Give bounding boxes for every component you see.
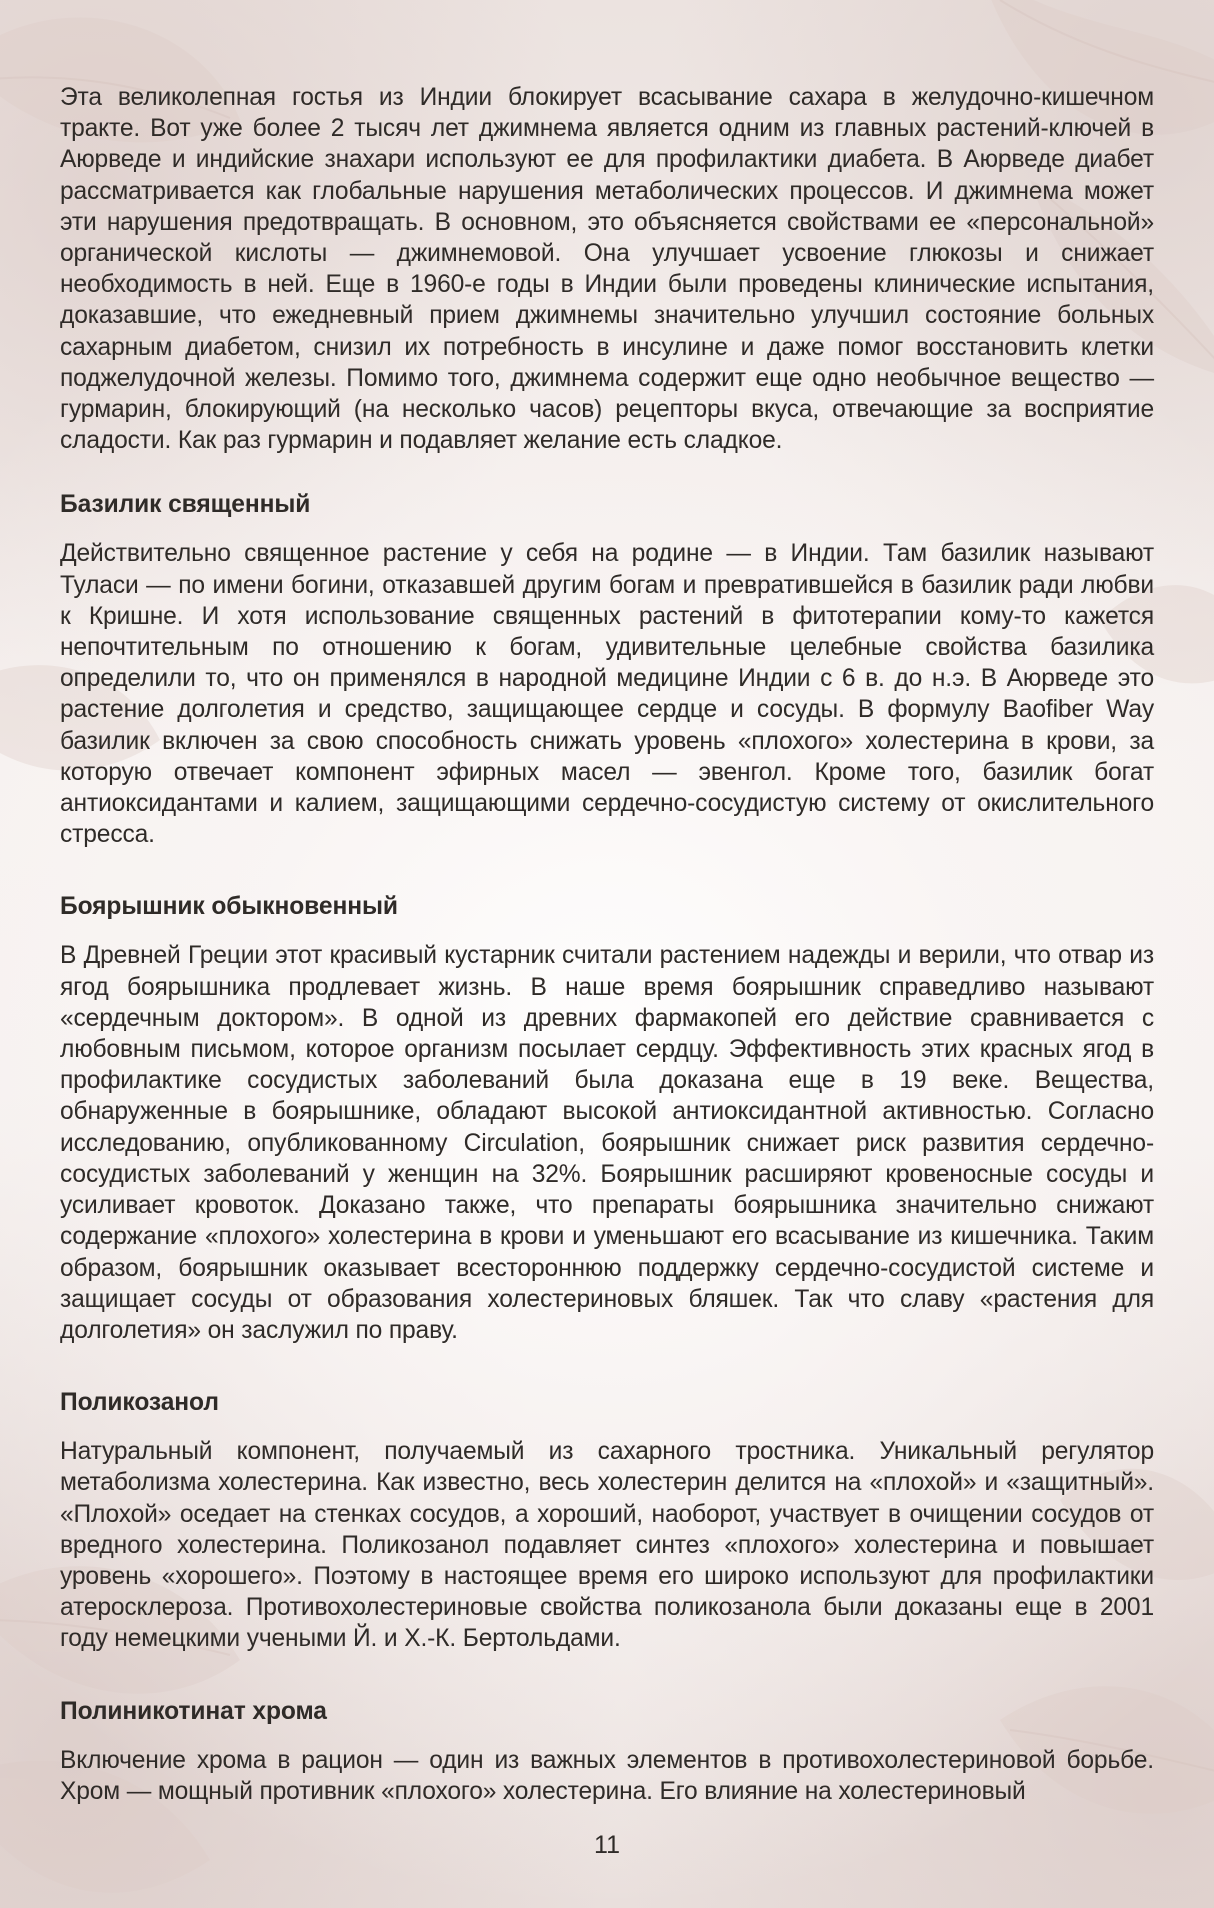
section-text-hawthorn: В Древней Греции этот красивый кустарник считали растением надежды и верили, что отвар из ягод боярышника продлевает жизнь. В наше время боярышник справедливо называют «сердечным доктором». В одной из древних фармакопей его действие сравнивается с любовным письмом, которое организм посылает сердцу. Эффективность этих красных ягод в профилактике сосудистых заболеваний была доказана еще в 19 веке. Вещества, обнаруженные в боярышнике, обладают высокой антиоксидантной активностью. Согласно исследованию, опубликованному Circulation, боярышник снижает риск развития сердечно-сосудистых заболеваний у женщин на 32%. Боярышник расширяют кровеносные сосуды и усиливает кровоток. Доказано также, что препараты боярышника значительно снижают содержание «плохого» холестерина в крови и уменьшают его всасывание из кишечника. Таким образом, боярышник оказывает всестороннюю поддержку сердечно-сосудистой системе и защищает сосуды от образования холестериновых бляшек. Так что славу «растения для долголетия» он заслужил по праву. [60,942,1154,1344]
section-text-basil: Действительно священное растение у себя на родине — в Индии. Там базилик называют Туласи — по имени богини, отказавшей другим богам и превратившейся в базилик ради любви к Кришне. И хотя использование священных растений в фитотерапии кому-то кажется непочтительным по отношению к богам, удивительные целебные свойства базилика определили то, что он применялся в народной медицине Индии с 6 в. до н.э. В Аюрведе это растение долголетия и средство, защищающее сердце и сосуды. В формулу Baofiber Way базилик включен за свою способность снижать уровень «плохого» холестерина в крови, за которую отвечает компонент эфирных масел — эвенгол. Кроме того, базилик богат антиоксидантами и калием, защищающими сердечно-сосудистую систему от окислительного стресса. [60,540,1154,849]
section-heading-hawthorn: Боярышник обыкновенный [60,893,398,921]
section-heading-policosanol: Поликозанол [60,1389,219,1417]
page-number: 11 [594,1831,620,1859]
section-heading-chromium: Полиникотинат хрома [60,1697,327,1725]
article-body [60,82,1154,1807]
intro-paragraph: Эта великолепная гостья из Индии блокирует всасывание сахара в желудочно-кишечном тракте. Вот уже более 2 тысяч лет джимнема является одним из главных растений-ключей в Аюрведе и индийские знахари используют ее для профилактики диабета. В Аюрведе диабет рассматривается как глобальные нарушения метаболических процессов. И джимнема может эти нарушения предотвращать. В основном, это объясняется свойствами ее «персональной» органической кислоты — джимнемовой. Она улучшает усвоение глюкозы и снижает необходимость в ней. Еще в 1960-е годы в Индии были проведены клинические испытания, доказавшие, что ежедневный прием джимнемы значительно улучшил состояние больных сахарным диабетом, снизил их потребность в инсулине и даже помог восстановить клетки поджелудочной железы. Помимо того, джимнема содержит еще одно необычное вещество — гурмарин, блокирующий (на несколько часов) рецепторы вкуса, отвечающие за восприятие сладости. Как раз гурмарин и подавляет желание есть сладкое. [60,84,1154,455]
section-heading-basil: Базилик священный [60,491,311,519]
section-text-chromium: Включение хрома в рацион — один из важных элементов в противохолестериновой борьбе. Хром — мощный противник «плохого» холестерина. Его влияние на холестериновый [60,1746,1154,1805]
section-text-policosanol: Натуральный компонент, получаемый из сахарного тростника. Уникальный регулятор метаболизма холестерина. Как известно, весь холестерин делится на «плохой» и «защитный». «Плохой» оседает на стенках сосудов, а хороший, наоборот, участвует в очищении сосудов от вредного холестерина. Поликозанол подавляет синтез «плохого» холестерина и повышает уровень «хорошего». Поэтому в настоящее время его широко используют для профилактики атеросклероза. Противохолестериновые свойства поликозанола были доказаны еще в 2001 году немецкими учеными Й. и Х.-К. Бертольдами. [60,1438,1154,1653]
